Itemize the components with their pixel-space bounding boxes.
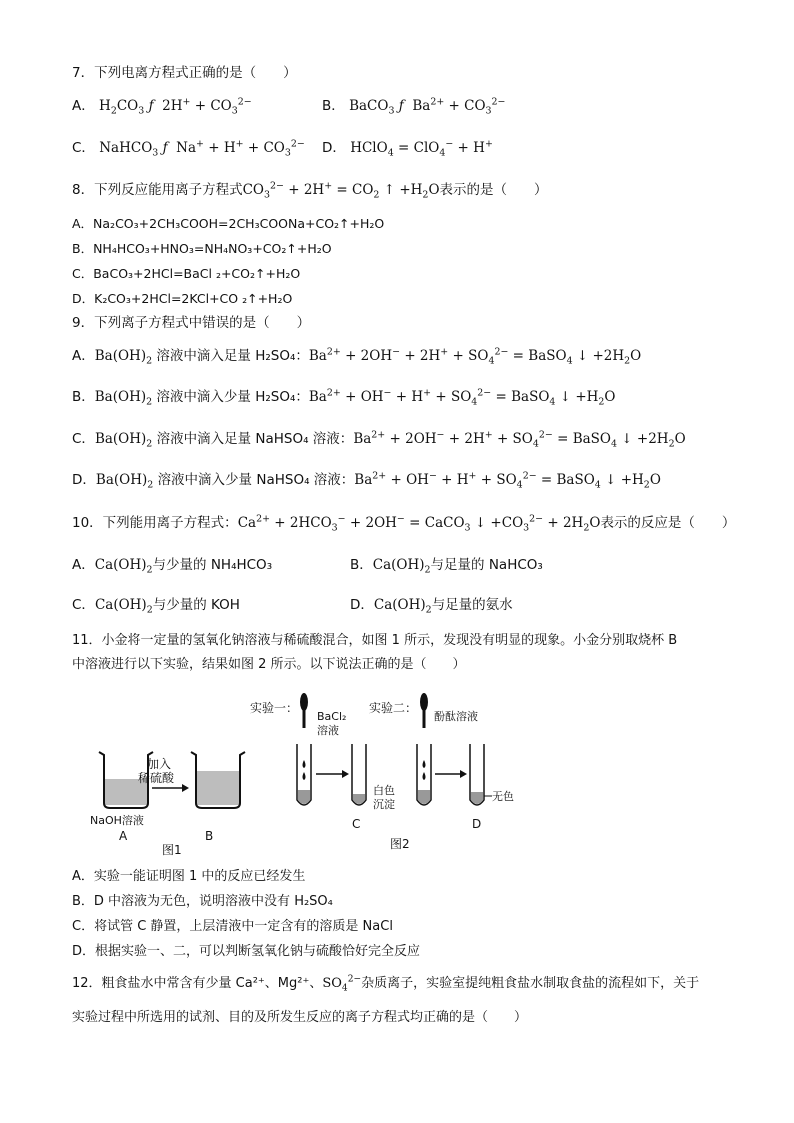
q10-stem	[72, 514, 735, 532]
q9-option-d: D．$Ba(OH)_2$ 溶液中滴入少量 NaHSO₄ 溶液：$Ba^{2+} + OH^- + H^+ + SO_4^{2-}$ = BaSO$_4$ ↓ $+H_2O$	[72, 470, 661, 491]
test-tube-2	[417, 744, 431, 805]
q10-option-d: D．$Ca(OH)_2$与足量的氨水	[350, 597, 513, 616]
exp2-label: 实验二：	[369, 701, 418, 715]
q9-b-reagent: 溶液中滴入少量 H₂SO₄：	[156, 389, 309, 405]
q12-line1-b: 杂质离子，实验室提纯粗食盐水制取食盐的流程如下，关于	[361, 976, 700, 991]
bacl2-label-1: BaCl₂	[317, 710, 347, 723]
q12-sulfate: $SO_4^{2-}$	[322, 974, 362, 994]
q12-line1	[72, 975, 699, 993]
q10-a-label: A．	[72, 557, 95, 573]
q10-option-c: C．$Ca(OH)_2$与少量的 KOH	[72, 597, 240, 616]
test-tube-c	[352, 744, 366, 805]
q7-option-a	[72, 97, 252, 115]
q8-stem-b: 表示的是（ ）	[439, 182, 548, 198]
dropper-2	[420, 693, 428, 728]
q10-stem-a: 10．下列能用离子方程式：	[72, 515, 238, 531]
tube-c-label: C	[352, 817, 361, 831]
q10-b-label: B．	[350, 557, 373, 573]
q9-a-reagent: 溶液中滴入足量 H₂SO₄：	[156, 348, 309, 364]
q9-d-reagent: 溶液中滴入少量 NaHSO₄ 溶液：	[157, 472, 355, 488]
q8-option-c: C．BaCO₃+2HCl=BaCl ₂+CO₂↑+H₂O	[72, 266, 301, 281]
q10-option-a: A．$Ca(OH)_2$与少量的 NH₄HCO₃	[72, 557, 273, 576]
q10-d-label: D．	[350, 597, 374, 613]
naoh-label: NaOH溶液	[90, 814, 144, 827]
fig2-caption: 图2	[390, 837, 410, 851]
bacl2-label-2: 溶液	[317, 724, 339, 737]
q9-d-label: D．	[72, 472, 96, 488]
q7-option-b	[322, 97, 505, 115]
q10-stem-b: 表示的反应是（ ）	[600, 515, 736, 531]
q8-stem	[72, 181, 548, 199]
q11-option-d: D．根据实验一、二，可以判断氢氧化钠与硫酸恰好完全反应	[72, 944, 421, 959]
beaker-a-label: A	[119, 829, 128, 843]
white-precip-1: 白色	[373, 784, 395, 797]
q7-c-label: C．	[72, 140, 95, 156]
add-label-2: 稀硫酸	[138, 771, 175, 785]
q10-ionic-equation: $Ca^{2+} + 2HCO_3^- + 2OH^-$ = CaCO$_3$ ↓ $+CO_3^{2-} + 2H_2O$	[237, 513, 601, 534]
q8-option-a: A．Na₂CO₃+2CH₃COOH=2CH₃COONa+CO₂↑+H₂O	[72, 216, 385, 231]
q7-d-label: D．	[322, 140, 346, 156]
q7-stem: 7．下列电离方程式正确的是（ ）	[72, 65, 297, 81]
q7-option-d	[322, 139, 493, 157]
q11-stem-line1: 11．小金将一定量的氢氧化钠溶液与稀硫酸混合，如图 1 所示，发现没有明显的现象。小金分别取烧杯 B	[72, 633, 678, 648]
q10-a-text: 与少量的 NH₄HCO₃	[152, 557, 273, 573]
q8-ionic-equation: $CO_3^{2-} + 2H^+ = CO_2$ ↑ $+H_2O$	[242, 180, 440, 201]
q9-stem: 9．下列离子方程式中错误的是（ ）	[72, 315, 311, 331]
fig1-caption: 图1	[162, 843, 182, 856]
test-tube-1	[297, 744, 311, 805]
q11-option-c: C．将试管 C 静置，上层清液中一定含有的溶质是 NaCl	[72, 919, 393, 934]
q9-option-a: A．$Ba(OH)_2$ 溶液中滴入足量 H₂SO₄：$Ba^{2+} + 2OH^- + 2H^+ + SO_4^{2-}$ = BaSO$_4$ ↓ $+2H_2O$	[72, 346, 642, 367]
q7-c-equation: NaHCO$_3$ ƒ $Na^+ + H^+ + CO_3^{2-}$	[99, 138, 305, 159]
q10-c-label: C．	[72, 597, 95, 613]
q9-c-label: C．	[72, 431, 95, 447]
q8-option-b: B．NH₄HCO₃+HNO₃=NH₄NO₃+CO₂↑+H₂O	[72, 241, 332, 256]
q11-option-a: A．实验一能证明图 1 中的反应已经发生	[72, 869, 306, 884]
q7-d-equation: HClO$_4$ = ClO$_4$− + H+	[350, 138, 493, 159]
q8-stem-a: 8．下列反应能用离子方程式	[72, 182, 243, 198]
phenol-label: 酚酞溶液	[434, 710, 478, 723]
q12-line1-a: 12．粗食盐水中常含有少量 Ca²⁺、Mg²⁺、	[72, 976, 323, 991]
dropper-1	[300, 693, 308, 728]
add-label-1: 加入	[147, 757, 172, 771]
q9-option-b: B．$Ba(OH)_2$ 溶液中滴入少量 H₂SO₄：$Ba^{2+} + OH^- + H^+ + SO_4^{2-}$ = BaSO$_4$ ↓ $+H_2O$	[72, 387, 616, 408]
q8-option-d: D．K₂CO₃+2HCl=2KCl+CO ₂↑+H₂O	[72, 291, 293, 306]
q7-b-equation: BaCO$_3$ ƒ $Ba^{2+} + CO_3^{2-}$	[349, 96, 506, 117]
q11-option-b: B．D 中溶液为无色，说明溶液中没有 H₂SO₄	[72, 894, 333, 909]
q9-c-reagent: 溶液中滴入足量 NaHSO₄ 溶液：	[156, 431, 354, 447]
q10-c-text: 与少量的 KOH	[152, 597, 240, 613]
q10-d-text: 与足量的氨水	[431, 597, 513, 613]
q12-line2: 实验过程中所选用的试剂、目的及所发生反应的离子方程式均正确的是（ ）	[72, 1010, 528, 1025]
exp1-label: 实验一：	[250, 701, 299, 715]
q9-option-c: C．$Ba(OH)_2$ 溶液中滴入足量 NaHSO₄ 溶液：$Ba^{2+} + 2OH^- + 2H^+ + SO_4^{2-}$ = BaSO$_4$ ↓ $+2H_2O$	[72, 429, 686, 450]
colorless-label: 无色	[492, 790, 514, 803]
beaker-b-label: B	[205, 829, 214, 843]
q7-a-equation: $H_2CO_3$ ƒ $2H^+ + CO_3^{2-}$	[99, 96, 252, 117]
q7-option-c	[72, 139, 305, 157]
q11-figure	[82, 692, 522, 856]
white-precip-2: 沉淀	[373, 798, 395, 811]
q10-b-text: 与足量的 NaHCO₃	[430, 557, 543, 573]
tube-d-label: D	[472, 817, 482, 831]
q10-option-b: B．$Ca(OH)_2$与足量的 NaHCO₃	[350, 557, 543, 576]
q7-a-label: A．	[72, 98, 95, 114]
q9-a-label: A．	[72, 348, 95, 364]
test-tube-d	[470, 744, 484, 805]
beaker-b	[191, 752, 245, 808]
q7-b-label: B．	[322, 98, 345, 114]
q11-stem-line2: 中溶液进行以下实验，结果如图 2 所示。以下说法正确的是（ ）	[72, 657, 466, 672]
q9-b-label: B．	[72, 389, 95, 405]
